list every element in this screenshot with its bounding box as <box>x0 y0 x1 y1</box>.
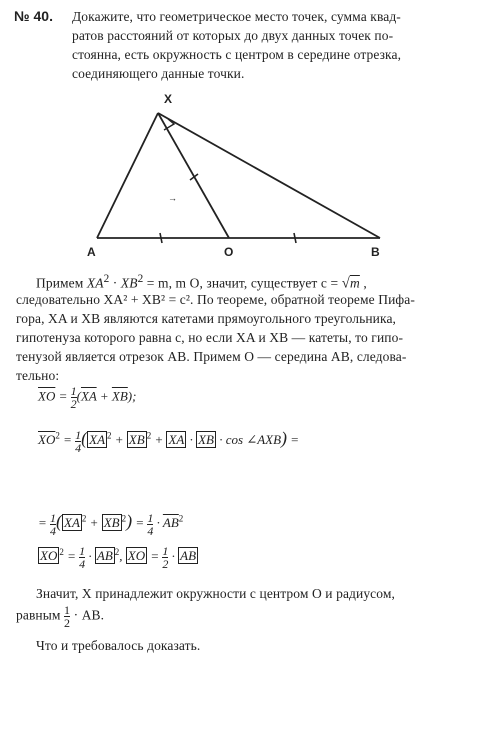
numerator: 1 <box>70 384 77 398</box>
final-statement: Что и требовалось доказать. <box>36 638 201 653</box>
solution-line-1: Примем $XA^2 \cdot XB^2 = m$, m O, значит, существует c = √m , <box>36 273 367 292</box>
numerator: 1 <box>162 544 169 558</box>
vec-xa: $\overline{XA}$ <box>80 388 97 404</box>
tick-ob <box>294 233 296 243</box>
text: · AB. <box>73 607 105 623</box>
label-x: X <box>164 92 173 106</box>
text: = m, m O, значит, существует c = <box>143 275 342 291</box>
vec-xb: $\overline{XB}$ <box>111 388 128 404</box>
statement-line: соединяющего данные точки. <box>72 66 245 81</box>
denominator: 2 <box>64 616 71 630</box>
formula-xa: XA <box>86 275 104 291</box>
equation-2: $\overline{XO}^2$ = $\frac{1}{4}$ ( $\overline{XA}$ $^2 + \overline{XB}$ $^2 + \overline{XA} \cdot \overline{XB} \cdot \cos$ ∠AXB) = <box>38 427 300 455</box>
text: Примем <box>36 275 87 291</box>
conclusion-line-1: Значит, X принадлежит окружности с центром O и радиусом, <box>36 586 395 601</box>
label-b: B <box>371 245 380 259</box>
vec-xo: $\overline{XO}$ <box>38 432 56 447</box>
conclusion-line-2 <box>16 604 104 629</box>
formula-xb: XB <box>120 275 138 291</box>
tick-ao <box>160 233 162 243</box>
numerator: 1 <box>75 427 82 442</box>
denominator: 4 <box>147 523 154 538</box>
vec-ab: $\overline{AB}$ <box>162 515 179 530</box>
statement-line: Докажите, что геометрическое место точек, сумма квад- <box>72 9 401 24</box>
solution-line: тенузой является отрезок AB. Примем O — середина AB, следова- <box>16 349 407 364</box>
root-m: m <box>350 275 360 291</box>
abs-ab: $\overline{AB}$ <box>180 548 197 564</box>
denominator: 2 <box>70 397 77 411</box>
text: , <box>359 275 367 291</box>
denominator: 4 <box>79 557 86 571</box>
fraction <box>64 604 70 629</box>
solution-line: гипотенуза которого равна c, но если XA и XB — катеты, то гипо- <box>16 330 404 345</box>
fraction <box>79 545 85 570</box>
vec-xo: $\overline{XO}$ <box>38 388 56 404</box>
equation-4: $\overline{XO}$ $^2$ = $\frac{1}{4}$ · $\overline{AB}$ $^2$, $\overline{XO}$ = $\frac{1}{2}$ · $\overline{AB}$ <box>40 544 197 571</box>
equation-1: $\overline{XO}$ = $\frac{1}{2}$ $(\overline{XA} + \overline{XB})$; <box>38 384 137 411</box>
abs-xa: $\overline{XA}$ <box>168 432 185 447</box>
abs-xb: $\overline{XB}$ <box>103 515 120 530</box>
solution-paragraph <box>16 290 468 385</box>
solution-line: следовательно XA² + XB² = c². По теореме, обратной теореме Пифа- <box>16 292 415 307</box>
statement-line: ратов расстояний от которых до двух данных точек по- <box>72 28 394 43</box>
label-o: O <box>224 245 234 259</box>
problem-number: № 40. <box>14 8 53 24</box>
abs-xo: $\overline{XO}$ <box>40 548 58 564</box>
small-arrow: → <box>168 193 177 203</box>
abs-xa: $\overline{XA}$ <box>89 432 106 447</box>
numerator: 1 <box>50 510 57 525</box>
triangle-figure <box>0 0 478 270</box>
fraction <box>147 512 153 537</box>
label-a: A <box>87 245 96 259</box>
denominator: 4 <box>50 523 57 538</box>
text: равным <box>16 607 65 623</box>
abs-ab: $\overline{AB}$ <box>96 548 113 564</box>
denominator: 4 <box>75 440 82 455</box>
median-xo <box>158 113 229 238</box>
solution-line: тельно: <box>16 368 60 383</box>
abs-xb: $\overline{XB}$ <box>128 432 145 447</box>
segment-xb <box>158 113 380 238</box>
cos-term: · cos ∠AXB <box>219 432 282 447</box>
numerator: 1 <box>79 544 86 558</box>
numerator: 1 <box>147 510 154 525</box>
fraction <box>71 385 77 410</box>
abs-xo: $\overline{XO}$ <box>127 548 146 564</box>
equation-3: = $\frac{1}{4}$ ( $\overline{XA}$ $^2 + \overline{XB}$ $^2$) = $\frac{1}{4}$ · $\overline{AB}^2$ <box>38 510 184 538</box>
numerator: 1 <box>64 603 71 617</box>
statement-line: стоянна, есть окружность с центром в середине отрезка, <box>72 47 402 62</box>
abs-xb: $\overline{XB}$ <box>198 432 214 447</box>
denominator: 2 <box>162 557 169 571</box>
segment-ax <box>97 113 158 238</box>
solution-line: гора, XA и XB являются катетами прямоугольного треугольника, <box>16 311 397 326</box>
text: ; <box>132 388 137 404</box>
fraction <box>162 545 168 570</box>
abs-xa: $\overline{XA}$ <box>64 515 80 530</box>
